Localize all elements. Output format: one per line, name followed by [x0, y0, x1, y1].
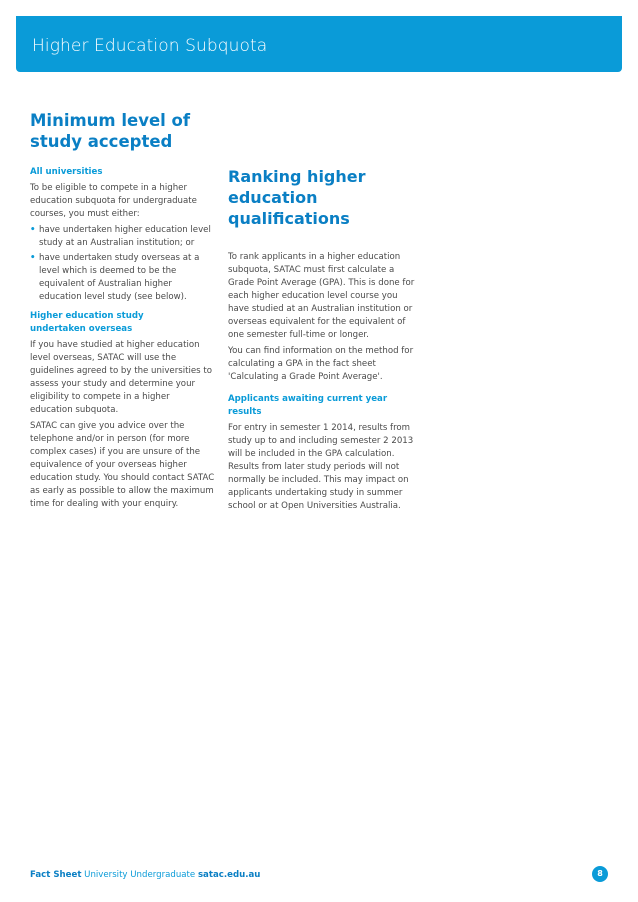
subheading-line-1: Higher education study	[30, 311, 144, 321]
header-banner	[16, 16, 622, 72]
list-item	[30, 252, 215, 304]
advice-paragraph: SATAC can give you advice over the telephone and/or in person (for more complex cases) if you are unsure of the equivalence of your overseas higher education study. You should contact SATAC as early as possible to allow the maximum time for dealing with your enquiry.	[30, 421, 215, 509]
subheading-overseas-study	[30, 310, 215, 336]
list-item-text: have undertaken study overseas at a level which is deemed to be the equivalent of Australian higher education level study (see below).	[39, 253, 200, 302]
left-column	[30, 166, 215, 514]
footer-subtitle: University Undergraduate	[84, 870, 196, 880]
ranking-heading	[228, 166, 418, 229]
footer-site-link[interactable]: satac.edu.au	[197, 870, 261, 880]
gpa-paragraph: To rank applicants in a higher education subquota, SATAC must first calculate a Grade Point Average (GPA). This is done for each higher education level course you have studied at an Australian institution or overseas equivalent for the equivalent of one semester full-time or longer.	[228, 252, 415, 340]
bullet-icon: •	[30, 225, 36, 235]
list-item	[30, 224, 215, 250]
subheading-all-universities: All universities	[30, 167, 103, 177]
footer	[30, 870, 260, 880]
ranking-heading-line-1: Ranking higher	[228, 167, 366, 186]
fact-sheet-paragraph: You can find information on the method for calculating a GPA in the fact sheet 'Calculating a Grade Point Average'.	[228, 346, 414, 382]
eligibility-list	[30, 224, 215, 304]
subheading-line-2: undertaken overseas	[30, 324, 133, 334]
bullet-icon: •	[30, 253, 36, 263]
main-heading	[30, 110, 210, 152]
intro-paragraph: To be eligible to compete in a higher education subquota for undergraduate courses, you must either:	[30, 183, 197, 219]
main-heading-line-2: study accepted	[30, 132, 173, 151]
page-number-badge: 8	[592, 866, 608, 882]
results-paragraph: For entry in semester 1 2014, results from study up to and including semester 2 2013 will be included in the GPA calculation. Results from later study periods will not normally be included. This may impact on applicants undertaking study in summer school or at Open Universities Australia.	[228, 423, 414, 511]
subheading-awaiting-results: Applicants awaiting current year results	[228, 394, 388, 417]
header-title: Higher Education Subquota	[32, 36, 268, 56]
overseas-paragraph: If you have studied at higher education level overseas, SATAC will use the guidelines agreed to by the universities to assess your study and determine your eligibility to compete in a higher education subquota.	[30, 340, 212, 415]
list-item-text: have undertaken higher education level study at an Australian institution; or	[39, 225, 211, 248]
main-heading-line-1: Minimum level of	[30, 111, 191, 130]
ranking-heading-line-2: education qualifications	[228, 188, 350, 228]
right-column	[228, 166, 418, 516]
footer-label: Fact Sheet	[30, 870, 82, 880]
